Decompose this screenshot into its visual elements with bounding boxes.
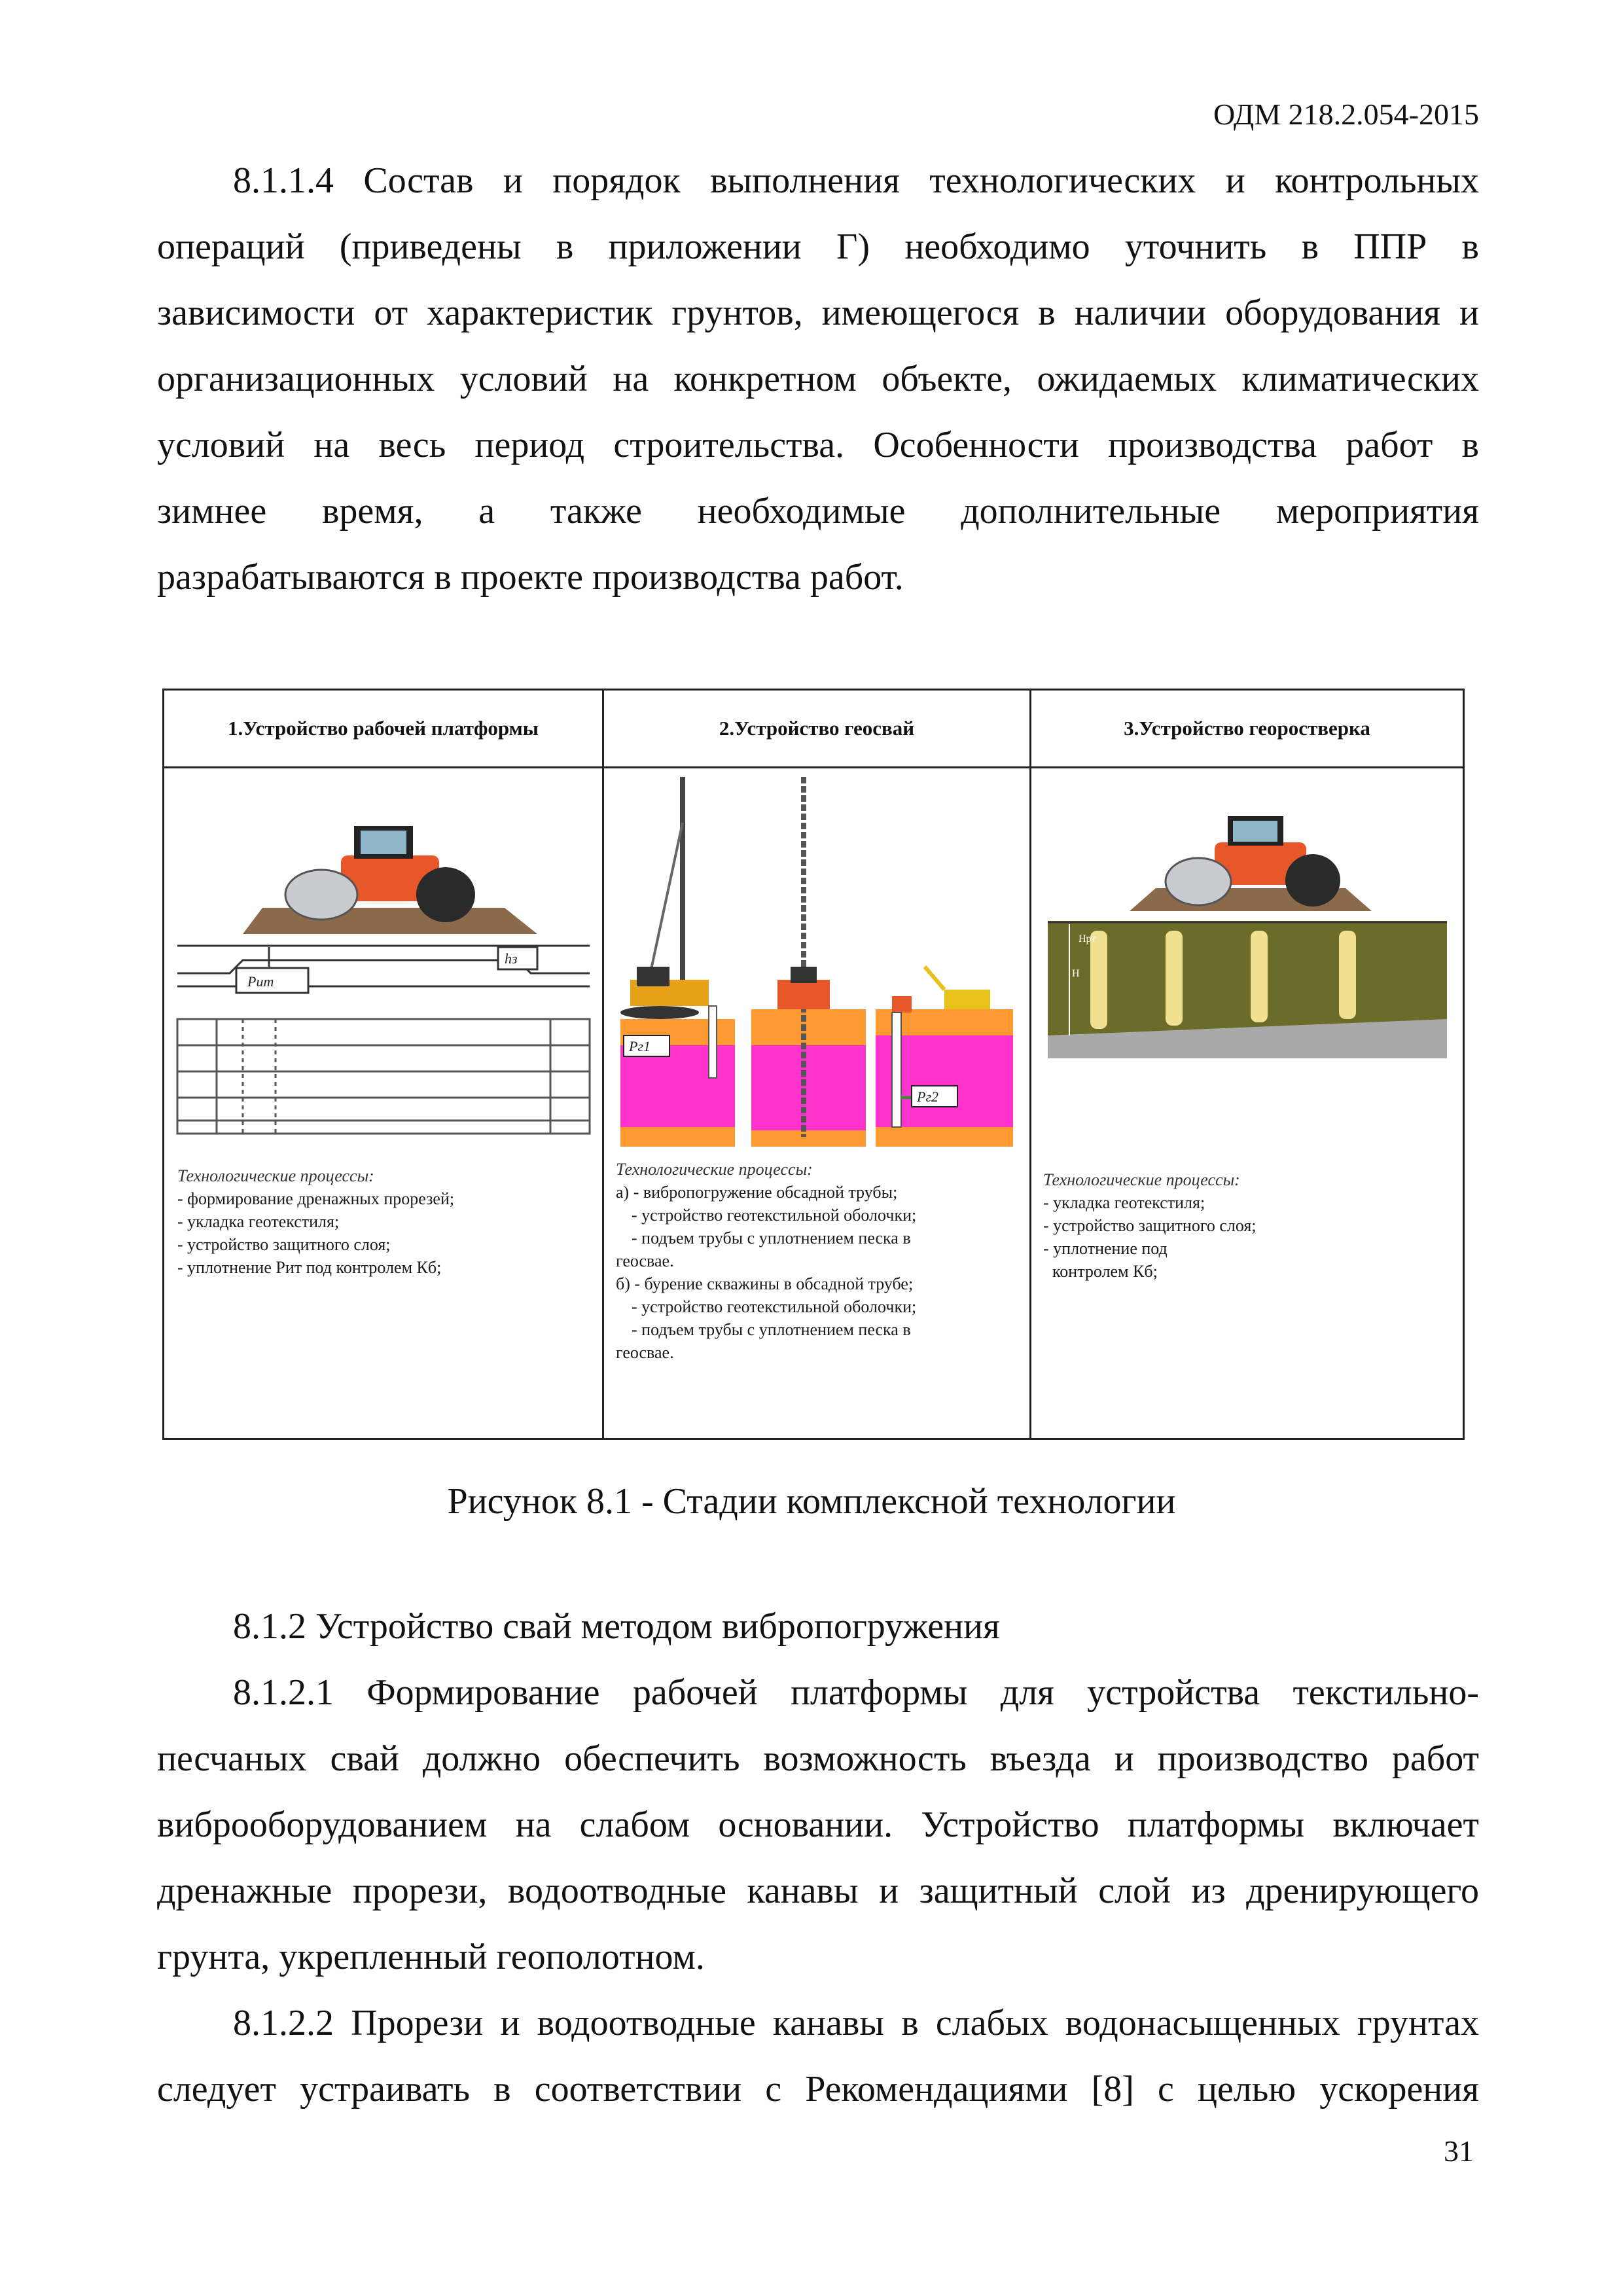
label-rg2: Рг2 [917,1088,939,1105]
stage-column-geopiles [604,691,1031,1438]
process-list [1043,1168,1257,1283]
section-heading-text: 8.1.2 Устройство свай методом вибропогружения [233,1606,1000,1647]
process-title: Технологические процессы: [616,1160,813,1179]
paragraph-8-1-1-4 [157,148,1479,611]
label-h: H [1072,968,1080,979]
label-rg1: Рг1 [629,1038,651,1054]
process-item: - устройство защитного слоя; [1043,1216,1257,1235]
platform-plan [177,1019,590,1134]
stage-column-platform [164,691,604,1438]
platform-diagram [164,770,603,1150]
process-item: - формирование дренажных прорезей; [177,1189,455,1208]
process-item: - устройство геотекстильной оболочки; [632,1206,917,1225]
process-item: контролем Кб; [1052,1262,1158,1281]
process-list [616,1158,916,1364]
process-item: геосвае. [616,1251,674,1270]
text-line: следует устраивать в соответствии с Рекомендациями [8] с целью ускорения [157,2069,1479,2109]
pile-rig-left [620,777,735,1147]
pile-rig-middle [751,777,866,1147]
process-item: - уплотнение Рит под контролем Кб; [177,1258,442,1277]
platform-section [177,946,590,993]
section-heading [157,1594,1479,1660]
label-hpt: Hрт [1079,933,1096,944]
roller-icon [243,826,537,934]
process-title: Технологические процессы: [177,1166,374,1185]
text-line: зимнее время, а также необходимые дополнительные мероприятия [157,491,1479,531]
grillage-section [1048,921,1447,1058]
process-item: - подъем трубы с уплотнением песка в [632,1320,911,1339]
process-item: - укладка геотекстиля; [1043,1193,1205,1212]
text-line: песчаных свай должно обеспечить возможность въезда и производство работ [157,1738,1479,1779]
process-title: Технологические процессы: [1043,1170,1240,1189]
column-title: 1.Устройство рабочей платформы [164,691,602,768]
process-item: - уплотнение под [1043,1239,1168,1258]
column-title: 3.Устройство георостверка [1031,691,1463,768]
text-line: грунта, укрепленный геополотном. [157,1937,705,1977]
text-line: зависимости от характеристик грунтов, имеющегося в наличии оборудования и [157,293,1479,333]
figure-caption: Рисунок 8.1 - Стадии комплексной технологии [447,1481,1176,1522]
column-title: 2.Устройство геосвай [604,691,1029,768]
paragraph-8-1-2-2 [157,1990,1479,2123]
text-line: 8.1.2.2 Прорези и водоотводные канавы в слабых водонасыщенных грунтах [233,2003,1479,2043]
document-code: ОДМ 218.2.054-2015 [1213,98,1479,131]
process-item: - подъем трубы с уплотнением песка в [632,1229,911,1247]
text-line: виброоборудованием на слабом основании. Устройство платформы включает [157,1804,1479,1845]
process-list [177,1164,454,1279]
process-item: б) - бурение скважины в обсадной трубе; [616,1274,914,1293]
text-line: 8.1.2.1 Формирование рабочей платформы для устройства текстильно- [233,1672,1479,1713]
paragraph-8-1-2-1 [157,1660,1479,1990]
text-line: 8.1.1.4 Состав и порядок выполнения технологических и контрольных [233,160,1479,201]
excavator-right [876,967,1013,1147]
process-item: а) - вибропогружение обсадной трубы; [616,1183,898,1202]
stage-column-grillage [1031,691,1463,1438]
process-item: - укладка геотекстиля; [177,1212,340,1231]
text-line: дренажные прорези, водоотводные канавы и защитный слой из дренирующего [157,1871,1479,1911]
roller-icon [1130,816,1372,911]
process-item: - устройство геотекстильной оболочки; [632,1297,917,1316]
process-item: - устройство защитного слоя; [177,1235,391,1254]
label-pit: Рит [247,973,274,990]
figure-8-1 [162,689,1465,1440]
page-number: 31 [1444,2134,1474,2168]
text-line: разрабатываются в проекте производства работ. [157,557,904,598]
label-hz: hз [505,950,518,967]
text-line: организационных условий на конкретном объекте, ожидаемых климатических [157,359,1479,399]
geopiles-diagram [604,770,1029,1150]
text-line: условий на весь период строительства. Особенности производства работ в [157,425,1479,465]
text-line: операций (приведены в приложении Г) необходимо уточнить в ППР в [157,226,1479,267]
grillage-diagram [1031,770,1460,1150]
process-item: геосвае. [616,1343,674,1362]
